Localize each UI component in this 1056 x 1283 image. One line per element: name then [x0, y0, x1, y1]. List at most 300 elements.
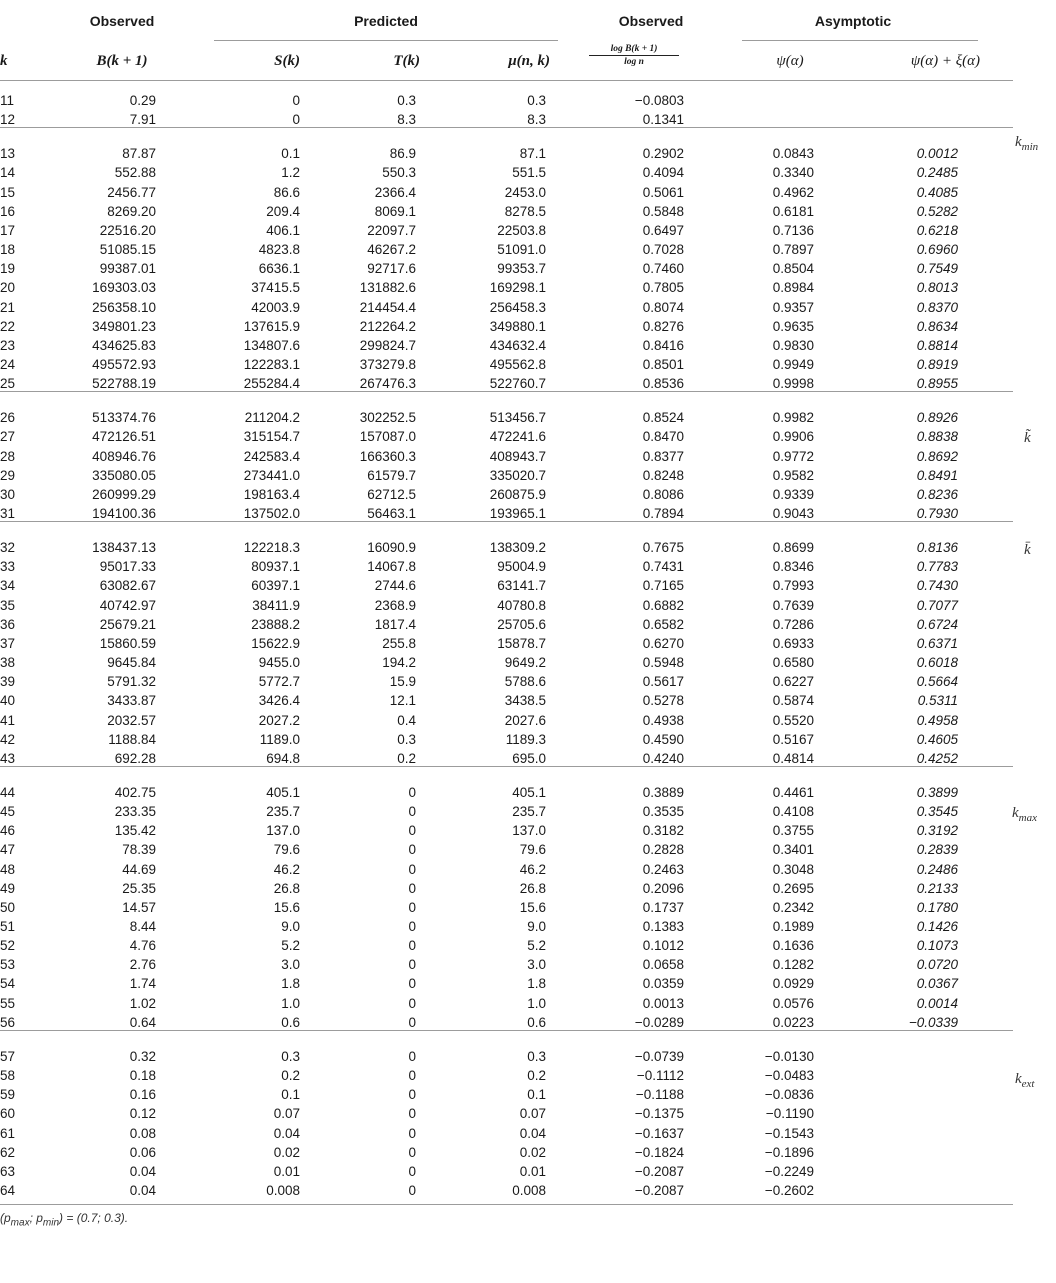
cell-psi-xi: 0.3545	[916, 804, 958, 820]
cell-b: 522788.19	[92, 376, 156, 392]
cell-psi-xi: 0.8926	[916, 410, 958, 426]
cell-log-ratio: −0.1375	[634, 1106, 684, 1122]
marker-k-ext-base: k	[1015, 1071, 1022, 1087]
cell-log-ratio: 0.0013	[642, 995, 684, 1011]
cell-mu: 51091.0	[497, 242, 546, 258]
cell-b: 95017.33	[99, 559, 156, 575]
cell-t: 157087.0	[359, 429, 416, 445]
cell-t: 61579.7	[367, 467, 416, 483]
column-header-b: B(k + 1)	[96, 53, 148, 69]
cell-psi-xi: 0.1426	[916, 919, 958, 934]
cell-psi-xi: 0.8838	[916, 429, 958, 445]
cell-log-ratio: −0.0289	[634, 1014, 684, 1030]
cell-log-ratio: 0.8470	[642, 429, 684, 445]
cell-b: 233.35	[114, 804, 156, 820]
cell-s: 80937.1	[251, 559, 300, 575]
cell-t: 214454.4	[359, 299, 416, 315]
section-rule	[0, 521, 1013, 522]
cell-mu: 169298.1	[489, 280, 546, 296]
cell-s: 0.1	[281, 146, 300, 162]
cell-s: 0.008	[266, 1182, 300, 1198]
cell-mu: 8278.5	[504, 203, 546, 219]
cell-t: 8069.1	[374, 203, 416, 219]
cell-k: 15	[0, 184, 16, 200]
cell-log-ratio: 0.5278	[642, 693, 684, 709]
cell-log-ratio: −0.1824	[634, 1144, 684, 1160]
cell-mu: 63141.7	[497, 578, 546, 594]
cell-log-ratio: 0.5948	[642, 655, 684, 671]
cell-log-ratio: 0.7805	[642, 280, 684, 296]
cell-psi-xi: 0.2486	[916, 861, 958, 877]
cell-mu: 15878.7	[497, 635, 546, 651]
cell-psi: 0.8504	[772, 261, 814, 277]
cell-mu: 25705.6	[497, 616, 546, 632]
cell-b: 0.08	[129, 1125, 156, 1141]
cell-k: 22	[0, 318, 16, 334]
cell-log-ratio: 0.7460	[642, 261, 684, 277]
cell-t: 373279.8	[359, 356, 416, 372]
cell-psi: 0.5520	[772, 712, 814, 728]
cell-psi-xi: 0.6018	[916, 655, 958, 671]
cell-s: 6636.1	[258, 261, 300, 277]
cell-s: 5772.7	[258, 674, 300, 690]
cell-s: 1189.0	[259, 731, 300, 747]
cell-b: 408946.76	[92, 448, 156, 464]
cell-mu: 1.0	[527, 995, 546, 1011]
cell-psi-xi: 0.4958	[916, 712, 958, 728]
cell-psi: 0.7136	[772, 222, 814, 238]
cell-s: 15622.9	[251, 635, 300, 651]
cell-t: 0.4	[397, 712, 416, 728]
cell-b: 1.74	[129, 976, 156, 992]
cell-k: 48	[0, 861, 16, 877]
cell-s: 0.3	[281, 1048, 300, 1064]
cell-s: 37415.5	[251, 280, 300, 296]
cell-mu: 349880.1	[489, 318, 546, 334]
cell-k: 29	[0, 467, 16, 483]
cell-k: 14	[0, 165, 16, 181]
cell-t: 86.9	[389, 146, 416, 162]
cell-b: 0.64	[129, 1014, 156, 1030]
footnote-open: (p	[0, 1211, 11, 1226]
cell-s: 406.1	[266, 222, 300, 238]
cell-psi: 0.8699	[772, 540, 814, 556]
cell-t: 0.3	[397, 731, 416, 747]
cell-t: 0	[408, 1106, 416, 1122]
cell-t: 166360.3	[359, 448, 416, 464]
cell-mu: 9649.2	[504, 655, 546, 671]
cell-k: 33	[0, 559, 16, 575]
cell-b: 260999.29	[92, 486, 156, 502]
cell-b: 135.42	[114, 823, 156, 839]
cell-log-ratio: −0.0803	[634, 93, 684, 108]
cell-psi-xi: 0.5664	[916, 674, 958, 690]
cell-b: 2.76	[129, 957, 156, 973]
cell-psi: 0.7993	[772, 578, 814, 594]
cell-psi: 0.0843	[772, 146, 814, 162]
cell-k: 18	[0, 242, 16, 258]
cell-log-ratio: 0.8248	[642, 467, 684, 483]
cell-s: 134807.6	[243, 337, 300, 353]
cell-t: 2366.4	[374, 184, 416, 200]
cell-k: 52	[0, 938, 16, 954]
cell-mu: 138309.2	[489, 540, 546, 556]
column-header-log-ratio	[574, 43, 694, 68]
cell-s: 0.2	[281, 1068, 300, 1084]
cell-mu: 0.6	[527, 1014, 546, 1030]
cell-k: 54	[0, 976, 16, 992]
column-header-s: S(k)	[274, 53, 300, 69]
cell-psi: −0.1896	[764, 1144, 814, 1160]
cell-mu: 95004.9	[497, 559, 546, 575]
cell-mu: 0.008	[512, 1182, 546, 1198]
cell-log-ratio: 0.0658	[642, 957, 684, 973]
cell-log-ratio: 0.5848	[642, 203, 684, 219]
cell-mu: 695.0	[512, 750, 546, 766]
cell-s: 86.6	[273, 184, 300, 200]
cell-t: 0	[408, 957, 416, 973]
cell-log-ratio: 0.7894	[642, 506, 684, 521]
cell-mu: 9.0	[527, 919, 546, 934]
marker-k-min	[1015, 134, 1038, 153]
cell-t: 62712.5	[367, 486, 416, 502]
cell-psi-xi: 0.0012	[916, 146, 958, 162]
cell-k: 34	[0, 578, 16, 594]
cell-log-ratio: 0.4094	[642, 165, 684, 181]
cell-mu: 260875.9	[489, 486, 546, 502]
cell-t: 212264.2	[359, 318, 416, 334]
cell-k: 23	[0, 337, 16, 353]
cell-b: 40742.97	[99, 597, 156, 613]
cell-t: 92717.6	[367, 261, 416, 277]
cell-k: 63	[0, 1163, 16, 1179]
cell-b: 44.69	[122, 861, 156, 877]
cell-psi-xi: 0.4605	[916, 731, 958, 747]
cell-psi: 0.9357	[772, 299, 814, 315]
cell-psi: 0.1282	[772, 957, 814, 973]
cell-k: 19	[0, 261, 16, 277]
cell-t: 267476.3	[359, 376, 416, 392]
section-rule	[0, 766, 1013, 767]
cell-mu: 5.2	[527, 938, 546, 954]
cell-psi: 0.3340	[772, 165, 814, 181]
cell-mu: 0.01	[519, 1163, 546, 1179]
cell-log-ratio: 0.3535	[642, 804, 684, 820]
cell-psi-xi: 0.1073	[916, 938, 958, 954]
cell-psi: −0.0836	[764, 1087, 814, 1103]
cell-k: 39	[0, 674, 16, 690]
cell-s: 60397.1	[251, 578, 300, 594]
cell-log-ratio: −0.2087	[634, 1163, 684, 1179]
cell-k: 41	[0, 712, 16, 728]
cell-k: 21	[0, 299, 16, 315]
cell-psi-xi: 0.4252	[916, 750, 958, 766]
cell-log-ratio: 0.2828	[642, 842, 684, 858]
table-footnote	[0, 1211, 128, 1228]
cell-s: 137502.0	[243, 506, 300, 521]
cell-b: 78.39	[122, 842, 156, 858]
cell-mu: 551.5	[512, 165, 546, 181]
cell-t: 14067.8	[367, 559, 416, 575]
cell-b: 5791.32	[107, 674, 156, 690]
cell-psi-xi: 0.4085	[916, 184, 958, 200]
marker-k-ext	[1015, 1071, 1035, 1090]
cell-mu: 0.04	[519, 1125, 546, 1141]
cell-s: 38411.9	[252, 597, 300, 613]
cell-psi: 0.3755	[772, 823, 814, 839]
cell-log-ratio: 0.8074	[642, 299, 684, 315]
cell-t: 0	[408, 919, 416, 934]
cell-b: 402.75	[114, 784, 156, 800]
cell-s: 4823.8	[258, 242, 300, 258]
cell-t: 0	[408, 1125, 416, 1141]
cell-mu: 99353.7	[497, 261, 546, 277]
cell-psi: 0.0223	[772, 1014, 814, 1030]
cell-psi: −0.1543	[764, 1125, 814, 1141]
cell-t: 0	[408, 995, 416, 1011]
cell-psi: 0.9635	[772, 318, 814, 334]
cell-s: 198163.4	[243, 486, 300, 502]
cell-b: 8.44	[129, 919, 156, 934]
cell-s: 405.1	[266, 784, 300, 800]
cell-log-ratio: −0.1188	[635, 1087, 684, 1103]
cell-psi-xi: 0.8919	[916, 356, 958, 372]
cell-k: 35	[0, 597, 16, 613]
cell-k: 64	[0, 1182, 16, 1198]
cell-psi: 0.9830	[772, 337, 814, 353]
cell-s: 122283.1	[243, 356, 300, 372]
cell-t: 0	[408, 1087, 416, 1103]
cell-mu: 3.0	[527, 957, 546, 973]
marker-k-tilde-base: k̃	[1024, 430, 1031, 446]
group-header-observed: Observed	[89, 13, 155, 29]
cell-b: 0.06	[129, 1144, 156, 1160]
cell-psi: 0.4461	[772, 784, 814, 800]
cell-log-ratio: 0.8086	[642, 486, 684, 502]
cell-mu: 335020.7	[489, 467, 546, 483]
cell-s: 42003.9	[251, 299, 300, 315]
cell-b: 0.32	[129, 1048, 156, 1064]
cell-log-ratio: 0.5061	[642, 184, 684, 200]
cell-mu: 405.1	[512, 784, 546, 800]
cell-b: 0.29	[129, 93, 156, 108]
cell-t: 0	[408, 880, 416, 896]
cell-k: 38	[0, 655, 16, 671]
cell-psi-xi: 0.5282	[916, 203, 958, 219]
cell-log-ratio: −0.1112	[636, 1068, 684, 1084]
cell-log-ratio: 0.7028	[642, 242, 684, 258]
cell-psi: 0.7286	[772, 616, 814, 632]
cell-b: 1.02	[129, 995, 156, 1011]
cell-mu: 46.2	[519, 861, 546, 877]
cell-k: 57	[0, 1048, 16, 1064]
section-rule	[0, 1030, 1013, 1031]
cell-psi-xi: 0.2839	[916, 842, 958, 858]
cell-b: 495572.93	[92, 356, 156, 372]
cell-s: 273441.0	[243, 467, 300, 483]
cell-psi-xi: 0.8634	[916, 318, 958, 334]
cell-b: 9645.84	[107, 655, 156, 671]
cell-k: 13	[0, 146, 16, 162]
cell-s: 9455.0	[258, 655, 300, 671]
cell-k: 50	[0, 899, 16, 915]
cell-log-ratio: 0.4590	[642, 731, 684, 747]
cell-psi: 0.9982	[772, 410, 814, 426]
cell-log-ratio: 0.1012	[642, 938, 684, 954]
cell-s: 1.0	[281, 995, 300, 1011]
cell-b: 692.28	[114, 750, 156, 766]
cell-log-ratio: 0.6497	[642, 222, 684, 238]
column-header-psi: ψ(α)	[776, 53, 804, 69]
cell-b: 472126.51	[92, 429, 156, 445]
cell-k: 27	[0, 429, 16, 445]
cell-k: 24	[0, 356, 16, 372]
cell-psi-xi: 0.0720	[916, 957, 958, 973]
cell-psi: −0.0130	[764, 1048, 814, 1064]
cell-mu: 0.3	[527, 1048, 546, 1064]
cell-psi: 0.2695	[772, 880, 814, 896]
cell-s: 3426.4	[258, 693, 300, 709]
cell-b: 349801.23	[92, 318, 156, 334]
cell-t: 0	[408, 823, 416, 839]
cell-psi: 0.9906	[772, 429, 814, 445]
cell-s: 0.07	[273, 1106, 300, 1122]
cell-k: 16	[0, 203, 16, 219]
cell-s: 0.6	[281, 1014, 300, 1030]
cell-mu: 0.3	[527, 93, 546, 108]
cell-k: 40	[0, 693, 16, 709]
cell-s: 315154.7	[243, 429, 300, 445]
cell-log-ratio: 0.3182	[642, 823, 684, 839]
cell-b: 99387.01	[99, 261, 156, 277]
cell-log-ratio: 0.7431	[642, 559, 684, 575]
cell-psi-xi: 0.0367	[916, 976, 958, 992]
cell-psi: −0.1190	[765, 1106, 814, 1122]
cell-t: 0	[408, 804, 416, 820]
cell-mu: 26.8	[519, 880, 546, 896]
cell-b: 513374.76	[92, 410, 156, 426]
cell-b: 7.91	[129, 112, 156, 128]
cell-b: 87.87	[122, 146, 156, 162]
cell-s: 9.0	[281, 919, 300, 934]
cell-b: 25.35	[122, 880, 156, 896]
cell-t: 0	[408, 1014, 416, 1030]
cell-psi-xi: 0.8136	[916, 540, 958, 556]
cell-log-ratio: 0.7165	[642, 578, 684, 594]
cell-k: 30	[0, 486, 16, 502]
cell-mu: 2453.0	[504, 184, 546, 200]
cell-mu: 87.1	[519, 146, 546, 162]
cell-s: 3.0	[281, 957, 300, 973]
cell-mu: 0.07	[519, 1106, 546, 1122]
cell-psi-xi: −0.0339	[908, 1014, 958, 1030]
cell-psi: 0.9998	[772, 376, 814, 392]
cell-log-ratio: 0.7675	[642, 540, 684, 556]
footnote-close: ) = (0.7; 0.3).	[59, 1211, 129, 1226]
cell-s: 2027.2	[258, 712, 300, 728]
cell-psi-xi: 0.6371	[916, 635, 958, 651]
column-header-psi-xi: ψ(α) + ξ(α)	[910, 53, 980, 69]
cell-log-ratio: 0.8536	[642, 376, 684, 392]
cell-psi-xi: 0.6218	[916, 222, 958, 238]
cell-s: 0	[292, 93, 300, 108]
cell-t: 16090.9	[367, 540, 416, 556]
cell-k: 59	[0, 1087, 16, 1103]
cell-k: 45	[0, 804, 16, 820]
cell-psi: 0.1989	[772, 919, 814, 934]
column-header-t: T(k)	[393, 53, 420, 69]
cell-s: 255284.4	[243, 376, 300, 392]
cell-b: 0.04	[129, 1163, 156, 1179]
cell-mu: 1189.3	[505, 731, 546, 747]
cell-t: 0	[408, 1068, 416, 1084]
cell-psi: 0.9772	[772, 448, 814, 464]
footnote-min: min	[42, 1217, 60, 1229]
cell-k: 55	[0, 995, 16, 1011]
cell-mu: 2027.6	[504, 712, 546, 728]
cell-log-ratio: 0.6270	[642, 635, 684, 651]
cell-mu: 0.02	[519, 1144, 546, 1160]
cell-k: 36	[0, 616, 16, 632]
cell-mu: 193965.1	[489, 506, 546, 521]
cell-psi-xi: 0.7077	[916, 597, 958, 613]
cell-mu: 522760.7	[489, 376, 546, 392]
cell-b: 4.76	[129, 938, 156, 954]
cell-t: 22097.7	[367, 222, 416, 238]
cell-psi-xi: 0.1780	[916, 899, 958, 915]
cell-s: 0	[292, 112, 300, 128]
cell-mu: 137.0	[512, 823, 546, 839]
cell-k: 28	[0, 448, 16, 464]
marker-k-bar	[1024, 542, 1031, 559]
cell-b: 169303.03	[92, 280, 156, 296]
cell-psi: 0.7897	[772, 242, 814, 258]
cell-t: 0	[408, 976, 416, 992]
cell-s: 0.02	[273, 1144, 300, 1160]
cell-t: 0	[408, 784, 416, 800]
cell-s: 5.2	[281, 938, 300, 954]
cell-t: 550.3	[382, 165, 416, 181]
cell-t: 255.8	[382, 635, 416, 651]
log-ratio-numerator: log B(k + 1)	[589, 43, 679, 56]
cell-b: 25679.21	[99, 616, 156, 632]
cell-t: 2368.9	[374, 597, 416, 613]
footnote-max: max	[10, 1217, 30, 1229]
cell-b: 0.12	[129, 1106, 156, 1122]
cell-s: 0.1	[281, 1087, 300, 1103]
cell-log-ratio: 0.0359	[642, 976, 684, 992]
cell-psi-xi: 0.7430	[916, 578, 958, 594]
cell-psi-xi: 0.7930	[916, 506, 958, 521]
group-header-observed-ratio: Observed	[618, 13, 684, 29]
footnote-sep: ; p	[29, 1211, 43, 1226]
cell-log-ratio: 0.2096	[642, 880, 684, 896]
cell-s: 209.4	[266, 203, 300, 219]
cell-t: 0.2	[397, 750, 416, 766]
cell-log-ratio: 0.3889	[642, 784, 684, 800]
cell-b: 552.88	[114, 165, 156, 181]
cell-s: 235.7	[266, 804, 300, 820]
cell-t: 299824.7	[359, 337, 416, 353]
cell-psi-xi: 0.0014	[916, 995, 958, 1011]
cell-mu: 8.3	[527, 112, 546, 128]
cell-k: 42	[0, 731, 16, 747]
cell-psi-xi: 0.6724	[916, 616, 958, 632]
asymptotic-group-rule	[742, 40, 978, 41]
cell-log-ratio: −0.0739	[634, 1048, 684, 1064]
cell-t: 0	[408, 899, 416, 915]
table-bottom-rule	[0, 1204, 1013, 1205]
